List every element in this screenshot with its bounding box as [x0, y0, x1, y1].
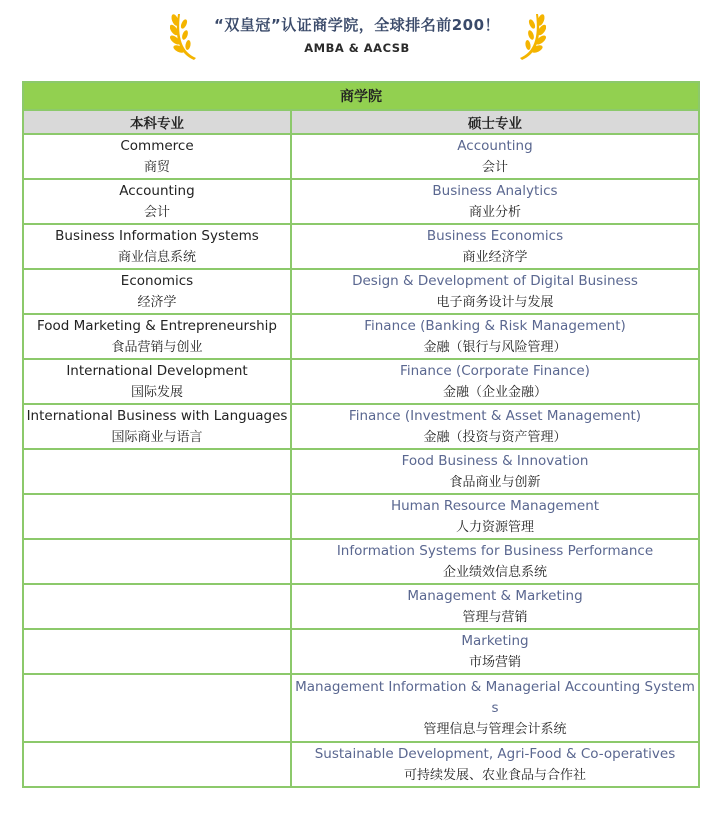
undergrad-program-english: International Business with Languages: [26, 407, 288, 424]
undergrad-header: 本科专业: [23, 110, 291, 134]
postgrad-program: [291, 674, 699, 742]
postgrad-program-chinese: 企业绩效信息系统: [442, 564, 547, 580]
undergrad-program: [23, 629, 291, 674]
table-title: 商学院: [23, 82, 699, 110]
table-row: [23, 179, 699, 224]
postgrad-program-chinese: 电子商务设计与发展: [436, 294, 554, 310]
postgrad-program-english[interactable]: Design & Development of Digital Business: [352, 272, 638, 289]
table-row: [23, 742, 699, 787]
banner-headline: “双皇冠”认证商学院，全球排名前200！: [213, 16, 501, 34]
postgrad-program-chinese: 商业分析: [468, 204, 521, 220]
programs-table: [22, 81, 700, 788]
postgrad-program: [291, 269, 699, 314]
undergrad-program-chinese: 商业信息系统: [117, 249, 196, 265]
postgrad-program-chinese: 管理信息与管理会计系统: [423, 721, 567, 737]
undergrad-program: [23, 449, 291, 494]
table-row: [23, 629, 699, 674]
postgrad-program-english[interactable]: Finance (Investment & Asset Management): [348, 407, 642, 424]
undergrad-program: [23, 742, 291, 787]
postgrad-program-english[interactable]: Business Economics: [426, 227, 564, 244]
table-row: [23, 404, 699, 449]
undergrad-program-english: Food Marketing & Entrepreneurship: [36, 317, 277, 334]
undergrad-program: [23, 404, 291, 449]
table-row: [23, 134, 699, 179]
postgrad-program-english[interactable]: Food Business & Innovation: [401, 452, 589, 469]
undergrad-program: [23, 539, 291, 584]
table-row: [23, 539, 699, 584]
postgrad-program-english[interactable]: Business Analytics: [432, 182, 558, 199]
postgrad-program-chinese: 金融（投资与资产管理）: [423, 429, 567, 445]
postgrad-program-chinese: 人力资源管理: [455, 519, 534, 535]
postgrad-program: [291, 404, 699, 449]
undergrad-program-english: Business Information Systems: [55, 227, 259, 244]
postgrad-program-chinese: 金融（企业金融）: [442, 384, 547, 400]
undergrad-program: [23, 134, 291, 179]
undergrad-program-chinese: 国际商业与语言: [111, 429, 203, 445]
postgrad-program-english[interactable]: Human Resource Management: [390, 497, 600, 514]
postgrad-header: 硕士专业: [291, 110, 699, 134]
postgrad-program-english[interactable]: Sustainable Development, Agri-Food & Co-operatives: [314, 745, 676, 762]
postgrad-program-chinese: 市场营销: [468, 654, 521, 670]
postgrad-program-chinese: 食品商业与创新: [449, 474, 541, 490]
table-row: [23, 584, 699, 629]
table-row: [23, 359, 699, 404]
table-row: [23, 494, 699, 539]
banner-text: [0, 14, 714, 55]
postgrad-program-chinese: 金融（银行与风险管理）: [423, 339, 567, 355]
undergrad-program-english: Economics: [120, 272, 194, 289]
postgrad-program: [291, 584, 699, 629]
undergrad-program: [23, 224, 291, 269]
undergrad-program: [23, 314, 291, 359]
postgrad-program-english[interactable]: Marketing: [461, 632, 529, 649]
postgrad-program-english[interactable]: Accounting: [457, 137, 533, 154]
postgrad-program-chinese: 管理与营销: [462, 609, 528, 625]
banner: [0, 0, 714, 80]
undergrad-program: [23, 584, 291, 629]
undergrad-program-chinese: 会计: [143, 204, 170, 220]
postgrad-program: [291, 742, 699, 787]
postgrad-program: [291, 224, 699, 269]
undergrad-program: [23, 269, 291, 314]
table-row: [23, 269, 699, 314]
undergrad-program-chinese: 商贸: [143, 159, 170, 175]
undergrad-program: [23, 494, 291, 539]
postgrad-program: [291, 449, 699, 494]
postgrad-program-chinese: 商业经济学: [462, 249, 528, 265]
postgrad-program: [291, 179, 699, 224]
postgrad-program-english[interactable]: Finance (Banking & Risk Management): [364, 317, 626, 334]
undergrad-program: [23, 674, 291, 742]
undergrad-program: [23, 179, 291, 224]
postgrad-program: [291, 359, 699, 404]
postgrad-program-english[interactable]: Information Systems for Business Performance: [336, 542, 654, 559]
postgrad-program-chinese: 会计: [481, 159, 508, 175]
table-row: [23, 224, 699, 269]
undergrad-program-english: International Development: [66, 362, 248, 379]
banner-subline: AMBA & AACSB: [304, 41, 410, 55]
table-row: [23, 449, 699, 494]
undergrad-program-english: Commerce: [120, 137, 194, 154]
undergrad-program-chinese: 国际发展: [130, 384, 183, 400]
undergrad-program-english: Accounting: [119, 182, 195, 199]
undergrad-program: [23, 359, 291, 404]
postgrad-program-chinese: 可持续发展、农业食品与合作社: [403, 767, 586, 783]
postgrad-program-english[interactable]: Management Information & Managerial Accounting System s: [295, 678, 695, 716]
postgrad-program-english[interactable]: Finance (Corporate Finance): [400, 362, 590, 379]
postgrad-program: [291, 134, 699, 179]
undergrad-program-chinese: 经济学: [137, 294, 177, 310]
table-row: [23, 314, 699, 359]
postgrad-program: [291, 629, 699, 674]
postgrad-program: [291, 539, 699, 584]
postgrad-program-english[interactable]: Management & Marketing: [407, 587, 583, 604]
table-row: [23, 674, 699, 742]
undergrad-program-chinese: 食品营销与创业: [111, 339, 203, 355]
postgrad-program: [291, 314, 699, 359]
postgrad-program: [291, 494, 699, 539]
